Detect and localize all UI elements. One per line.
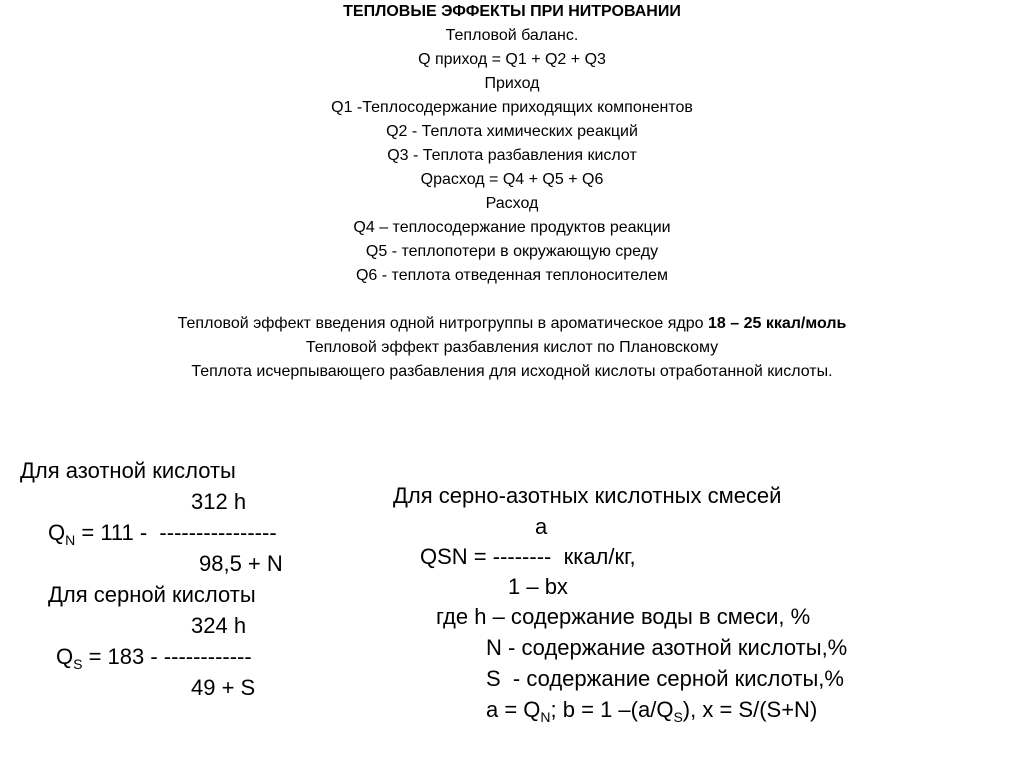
sulfuric-equation-text: = 183 - ------------ (82, 644, 252, 669)
q2-definition: Q2 - Теплота химических реакций (386, 123, 638, 140)
nitric-q-symbol: Q (48, 520, 66, 545)
sulfuric-title: Для серной кислоты (48, 582, 256, 607)
income-equation: Q приход = Q1 + Q2 + Q3 (418, 51, 606, 68)
q3-definition: Q3 - Теплота разбавления кислот (387, 147, 637, 164)
water-content-definition: где h – содержание воды в смеси, % (436, 604, 811, 629)
q5-definition: Q5 - теплопотери в окружающую среду (365, 243, 659, 260)
exhaustive-dilution-line: Теплота исчерпывающего разбавления для исходной кислоты отработанной кислоты. (191, 363, 833, 380)
nitro-effect-value: 18 – 25 ккал/моль (708, 315, 847, 332)
mixed-denominator: 1 – bx (508, 574, 568, 599)
sulfuric-q-subscript: S (73, 656, 83, 672)
mixed-equation: QSN = -------- ккал/кг, (420, 544, 636, 569)
coefficient-a: а = Q (486, 697, 541, 722)
sulfuric-q-symbol: Q (56, 644, 74, 669)
nitric-equation-text: = 111 - ---------------- (75, 520, 277, 545)
q1-definition: Q1 -Теплосодержание приходящих компонентов (331, 99, 693, 116)
q6-definition: Q6 - теплота отведенная теплоносителем (355, 267, 669, 284)
coefficient-x: ), x = S/(S+N) (682, 697, 818, 722)
mixed-numerator: а (535, 514, 548, 539)
expense-equation: Qрасход = Q4 + Q5 + Q6 (420, 171, 604, 188)
nitric-numerator: 312 h (191, 489, 247, 514)
sulfuric-equation (56, 642, 252, 672)
coefficient-b: ; b = 1 –(a/Q (550, 697, 674, 722)
spacer (0, 288, 1024, 312)
mixed-title: Для серно-азотных кислотных смесей (393, 483, 782, 508)
coefficient-formula (486, 695, 817, 725)
q4-definition: Q4 – теплосодержание продуктов реакции (353, 219, 671, 236)
nitro-effect-line (0, 312, 1024, 336)
page-title: ТЕПЛОВЫЕ ЭФФЕКТЫ ПРИ НИТРОВАНИИ (343, 3, 681, 20)
coefficient-b-subscript: S (673, 709, 683, 725)
balance-heading: Тепловой баланс. (445, 27, 579, 44)
nitric-content-definition: N - содержание азотной кислоты,% (486, 635, 848, 660)
sulfuric-numerator: 324 h (191, 613, 247, 638)
nitric-q-subscript: N (65, 532, 76, 548)
nitric-title: Для азотной кислоты (20, 458, 236, 483)
income-heading: Приход (484, 75, 540, 92)
nitric-denominator: 98,5 + N (199, 551, 283, 576)
nitro-effect-text: Тепловой эффект введения одной нитрогруппы в ароматическое ядро (177, 315, 708, 332)
sulfuric-denominator: 49 + S (191, 675, 256, 700)
sulfuric-content-definition: S - содержание серной кислоты,% (486, 666, 844, 691)
expense-heading: Расход (485, 195, 539, 212)
coefficient-a-subscript: N (540, 709, 551, 725)
dilution-line: Тепловой эффект разбавления кислот по Плановскому (305, 339, 719, 356)
nitric-equation (48, 518, 277, 548)
